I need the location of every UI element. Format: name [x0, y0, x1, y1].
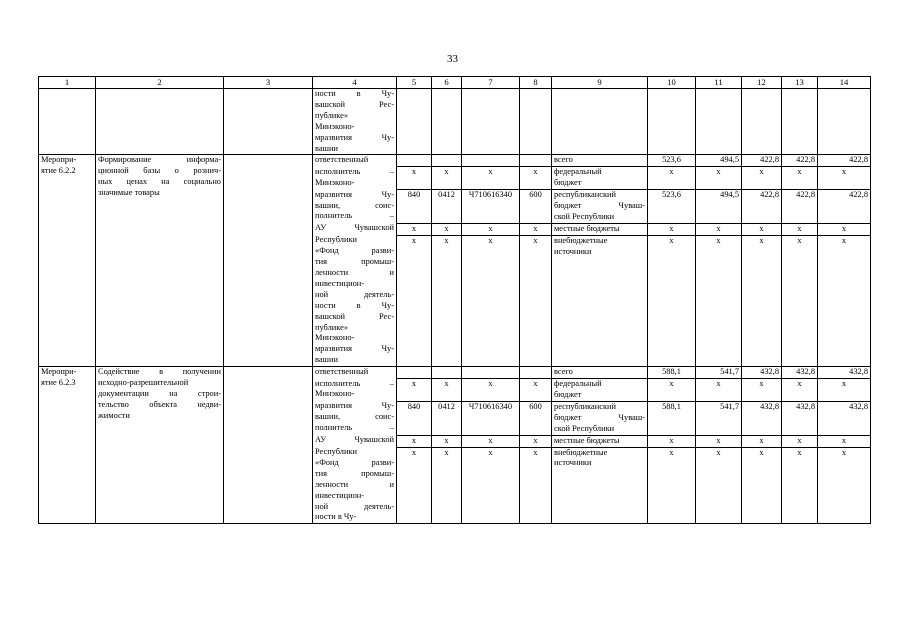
cell-col-7: [462, 89, 520, 155]
code-c8: х: [520, 167, 552, 190]
amount-13: 422,8: [782, 155, 818, 167]
cell-col-9: [552, 89, 648, 155]
code-c8: х: [520, 447, 552, 524]
text-line: ности в Чу-: [315, 512, 357, 522]
cell-col-3: [224, 89, 313, 155]
text-line: внебюджетные: [554, 235, 608, 245]
code-c7: [462, 367, 520, 379]
code-c5: х: [397, 223, 432, 235]
text-line: местные бюджеты: [554, 435, 620, 445]
text-line: ятие 6.2.3: [41, 378, 76, 388]
executor-cell: [313, 190, 397, 224]
column-header-12: 12: [742, 77, 782, 89]
column-header-7: 7: [462, 77, 520, 89]
text-line: республиканский: [554, 401, 616, 411]
text-line: ных ценах на социально: [98, 177, 221, 187]
text-line: ности в Чу-: [315, 300, 394, 310]
amount-13: х: [782, 167, 818, 190]
text-line: ской Республики: [554, 423, 615, 433]
code-c5: [397, 155, 432, 167]
text-line: вашии, соис-: [315, 412, 394, 422]
column-header-1: 1: [39, 77, 96, 89]
text-line: местные бюджеты: [554, 223, 620, 233]
text-line: мразвития Чу-: [315, 344, 394, 354]
text-line: бюджет: [554, 389, 582, 399]
code-c8: [520, 367, 552, 379]
code-c6: х: [432, 235, 462, 366]
header-row: [39, 77, 871, 89]
code-c6: х: [432, 167, 462, 190]
code-c8: х: [520, 235, 552, 366]
amount-12: х: [742, 379, 782, 402]
cell-col-6: [432, 89, 462, 155]
funding-source: [552, 155, 648, 167]
executor-cell: [313, 167, 397, 190]
funding-source: [552, 367, 648, 379]
text-line: публике»: [315, 110, 349, 120]
text-line: вашии, соис-: [315, 200, 394, 210]
text-line: Минэконо-: [315, 389, 355, 399]
text-line: тия промыш-: [315, 468, 394, 478]
amount-14: х: [818, 447, 871, 524]
text-line: ской Республики: [554, 211, 615, 221]
amount-12: х: [742, 167, 782, 190]
code-c6: 0412: [432, 401, 462, 435]
code-c8: х: [520, 435, 552, 447]
text-line: мразвития Чу-: [315, 132, 394, 142]
column-header-10: 10: [648, 77, 696, 89]
text-line: Минэконо-: [315, 177, 355, 187]
text-line: инвестицион-: [315, 278, 365, 288]
amount-14: 422,8: [818, 155, 871, 167]
text-line: вашии: [315, 143, 338, 153]
text-line: мразвития Чу-: [315, 189, 394, 199]
text-line: Республики: [315, 235, 358, 245]
amount-10: х: [648, 235, 696, 366]
amount-13: 432,8: [782, 367, 818, 379]
column-header-13: 13: [782, 77, 818, 89]
text-line: источники: [554, 246, 592, 256]
activity-description: [96, 155, 224, 367]
amount-10: х: [648, 167, 696, 190]
amount-14: х: [818, 379, 871, 402]
text-line: ответственный: [315, 155, 369, 165]
column-header-6: 6: [432, 77, 462, 89]
empty-col-3: [224, 367, 313, 524]
amount-11: 541,7: [696, 401, 742, 435]
code-c5: х: [397, 167, 432, 190]
code-c5: х: [397, 435, 432, 447]
code-c7: х: [462, 167, 520, 190]
amount-13: х: [782, 235, 818, 366]
cell-col-2: [96, 89, 224, 155]
funding-source: [552, 190, 648, 224]
cell-col-10: [648, 89, 696, 155]
text-line: полнитель –: [315, 423, 394, 433]
code-c7: х: [462, 223, 520, 235]
code-c7: х: [462, 235, 520, 366]
cell-col-8: [520, 89, 552, 155]
code-c7: [462, 155, 520, 167]
code-c6: х: [432, 223, 462, 235]
amount-10: 523,6: [648, 190, 696, 224]
text-line: ной деятель-: [315, 289, 394, 299]
code-c7: Ч710616340: [462, 190, 520, 224]
text-line: Меропри-: [41, 367, 77, 377]
executor-cell: [313, 435, 397, 447]
text-line: Республики: [315, 447, 358, 456]
code-c6: х: [432, 435, 462, 447]
amount-11: х: [696, 379, 742, 402]
text-line: бюджет Чуваш-: [554, 412, 645, 422]
funding-source: [552, 235, 648, 366]
amount-10: х: [648, 223, 696, 235]
cell-col-1: [39, 89, 96, 155]
amount-11: 494,5: [696, 155, 742, 167]
code-c8: [520, 155, 552, 167]
code-c5: 840: [397, 190, 432, 224]
text-line: ятие 6.2.2: [41, 166, 76, 176]
amount-11: х: [696, 447, 742, 524]
text-line: значимые товары: [98, 188, 160, 198]
text-line: Содействие в получении: [98, 367, 221, 377]
funding-source: [552, 447, 648, 524]
text-line: ности в Чу-: [315, 89, 394, 98]
text-line: бюджет: [554, 178, 582, 188]
text-line: ответственный: [315, 367, 369, 377]
amount-13: х: [782, 447, 818, 524]
amount-14: х: [818, 435, 871, 447]
amount-14: 432,8: [818, 401, 871, 435]
funding-source: [552, 435, 648, 447]
code-c5: х: [397, 379, 432, 402]
text-line: внебюджетные: [554, 447, 608, 457]
amount-11: х: [696, 435, 742, 447]
amount-12: х: [742, 223, 782, 235]
code-c8: 600: [520, 190, 552, 224]
activity-label: [39, 367, 96, 524]
text-line: исполнитель –: [315, 166, 394, 176]
amount-13: х: [782, 435, 818, 447]
column-header-9: 9: [552, 77, 648, 89]
text-line: ленности и: [315, 479, 394, 489]
code-c5: [397, 367, 432, 379]
amount-13: х: [782, 223, 818, 235]
executor-cell: [313, 447, 397, 524]
funding-source: [552, 401, 648, 435]
amount-10: 588,1: [648, 401, 696, 435]
text-line: источники: [554, 458, 592, 468]
text-line: исходно-разрешительной: [98, 378, 189, 388]
code-c6: х: [432, 447, 462, 524]
funding-source: [552, 167, 648, 190]
cell-col-13: [782, 89, 818, 155]
text-line: инвестицион-: [315, 490, 365, 500]
code-c5: 840: [397, 401, 432, 435]
code-c5: х: [397, 447, 432, 524]
executor-cell: [313, 155, 397, 167]
text-line: исполнитель –: [315, 378, 394, 388]
amount-13: 422,8: [782, 190, 818, 224]
text-line: тельство объекта недви-: [98, 399, 221, 409]
text-line: мразвития Чу-: [315, 401, 394, 411]
code-c8: х: [520, 379, 552, 402]
code-c6: 0412: [432, 190, 462, 224]
text-line: всего: [554, 367, 573, 377]
text-line: ционной базы о рознич-: [98, 166, 221, 176]
amount-12: х: [742, 435, 782, 447]
amount-11: х: [696, 167, 742, 190]
amount-11: х: [696, 235, 742, 366]
text-line: федеральный: [554, 379, 602, 389]
continuation-row: [39, 89, 871, 155]
budget-table: [38, 76, 871, 524]
cell-col-5: [397, 89, 432, 155]
amount-10: 588,1: [648, 367, 696, 379]
amount-11: 541,7: [696, 367, 742, 379]
code-c6: [432, 155, 462, 167]
amount-10: 523,6: [648, 155, 696, 167]
column-header-2: 2: [96, 77, 224, 89]
text-line: Меропри-: [41, 155, 77, 165]
text-line: федеральный: [554, 167, 602, 177]
column-header-3: 3: [224, 77, 313, 89]
text-line: ленности и: [315, 268, 394, 277]
code-c7: Ч710616340: [462, 401, 520, 435]
funding-source: [552, 379, 648, 402]
amount-14: х: [818, 167, 871, 190]
text-line: бюджет Чуваш-: [554, 201, 645, 211]
code-c8: 600: [520, 401, 552, 435]
executor-cell: [313, 401, 397, 435]
text-line: всего: [554, 155, 573, 165]
text-line: Минэконо-: [315, 121, 355, 131]
executor-cell: [313, 379, 397, 402]
cell-col-14: [818, 89, 871, 155]
amount-12: х: [742, 235, 782, 366]
text-line: вашской Рес-: [315, 311, 394, 321]
executor-cell: [313, 235, 397, 366]
cell-col-12: [742, 89, 782, 155]
code-c6: х: [432, 379, 462, 402]
text-line: республиканский: [554, 190, 616, 200]
amount-12: 422,8: [742, 190, 782, 224]
amount-12: 432,8: [742, 367, 782, 379]
text-line: документации на строи-: [98, 388, 221, 398]
amount-14: х: [818, 223, 871, 235]
amount-11: х: [696, 223, 742, 235]
column-header-5: 5: [397, 77, 432, 89]
code-c7: х: [462, 379, 520, 402]
code-c6: [432, 367, 462, 379]
text-line: вашской Рес-: [315, 99, 394, 109]
amount-13: х: [782, 379, 818, 402]
code-c5: х: [397, 235, 432, 366]
text-line: «Фонд разви-: [315, 246, 394, 256]
amount-12: 422,8: [742, 155, 782, 167]
activity-row: [39, 155, 871, 167]
text-line: Формирование информа-: [98, 155, 221, 165]
column-header-4: 4: [313, 77, 397, 89]
code-c7: х: [462, 435, 520, 447]
amount-14: 432,8: [818, 367, 871, 379]
activity-row: [39, 367, 871, 379]
cell-col-11: [696, 89, 742, 155]
text-line: «Фонд разви-: [315, 457, 394, 467]
executor-cell: [313, 367, 397, 379]
column-header-8: 8: [520, 77, 552, 89]
amount-12: 432,8: [742, 401, 782, 435]
column-header-11: 11: [696, 77, 742, 89]
text-line: АУ Чувашской: [315, 223, 394, 233]
activity-label: [39, 155, 96, 367]
funding-source: [552, 223, 648, 235]
text-line: ной деятель-: [315, 501, 394, 511]
amount-12: х: [742, 447, 782, 524]
activity-description: [96, 367, 224, 524]
text-line: публике»: [315, 322, 349, 332]
amount-10: х: [648, 447, 696, 524]
text-line: АУ Чувашской: [315, 435, 394, 445]
cell-col-4: [313, 89, 397, 155]
text-line: полнитель –: [315, 211, 394, 221]
code-c8: х: [520, 223, 552, 235]
code-c7: х: [462, 447, 520, 524]
text-line: вашии: [315, 355, 338, 365]
amount-13: 432,8: [782, 401, 818, 435]
column-header-14: 14: [818, 77, 871, 89]
page-number: 33: [447, 53, 458, 65]
text-line: тия промыш-: [315, 257, 394, 267]
text-line: жимости: [98, 410, 130, 420]
executor-cell: [313, 223, 397, 235]
empty-col-3: [224, 155, 313, 367]
amount-11: 494,5: [696, 190, 742, 224]
amount-10: х: [648, 379, 696, 402]
amount-10: х: [648, 435, 696, 447]
amount-14: 422,8: [818, 190, 871, 224]
text-line: Минэконо-: [315, 333, 355, 343]
amount-14: х: [818, 235, 871, 366]
